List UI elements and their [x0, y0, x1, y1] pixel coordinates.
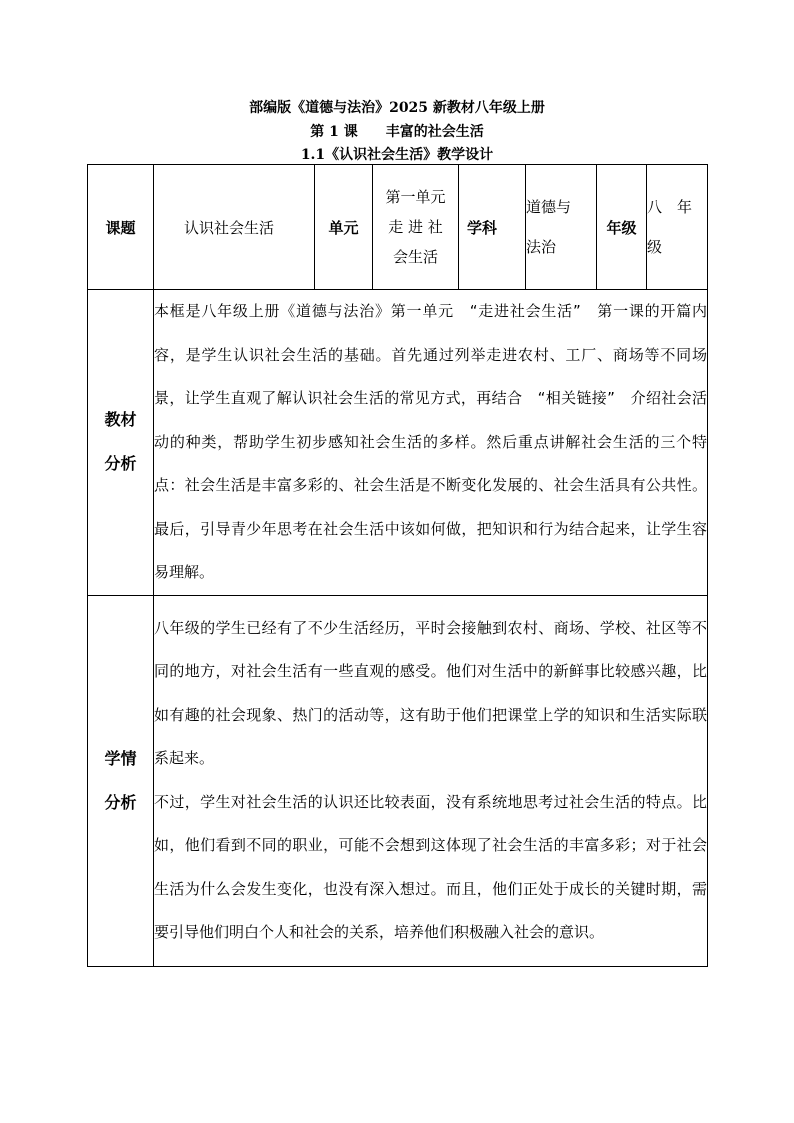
unit-value-line3: 会生活 [392, 248, 438, 266]
unit-label: 单元 [315, 165, 373, 290]
student-analysis-label-line2: 分析 [104, 792, 137, 812]
topic-value: 认识社会生活 [154, 165, 315, 290]
lesson-title [0, 120, 794, 144]
lesson-name: 丰富的社会生活 [385, 124, 484, 140]
material-analysis-label-line2: 分析 [104, 454, 137, 474]
material-analysis-row [88, 290, 708, 596]
student-analysis-label [88, 595, 154, 966]
header-row [88, 165, 708, 290]
subject-label: 学科 [459, 165, 526, 290]
material-analysis-text: 本框是八年级上册《道德与法治》第一单元 “走进社会生活” 第一课的开篇内容，是学生认识社会生活的基础。首先通过列举走进农村、工厂、商场等不同场景，让学生直观了解认识社会生活的常见方式，再结合 “相关链接” 介绍社会活动的种类，帮助学生初步感知社会生活的多样。然后重点讲解社会生活的三个特点：社会生活是丰富多彩的、社会生活是不断变化发展的、社会生活具有公共性。最后，引导青少年思考在社会生活中该如何做，把知识和行为结合起来，让学生容易理解。 [154, 302, 707, 581]
material-analysis-label-line1: 教材 [104, 410, 137, 430]
subject-value-line2: 法治 [526, 238, 557, 256]
unit-value-line1: 第一单元 [385, 188, 446, 206]
unit-value [373, 165, 459, 290]
student-analysis-label-line1: 学情 [104, 748, 137, 768]
grade-value-line1: 八 年 [647, 198, 693, 216]
grade-value-line2: 级 [647, 238, 663, 256]
student-analysis-content [154, 595, 708, 966]
grade-value [647, 165, 708, 290]
document-titles [0, 96, 794, 166]
subject-value [526, 165, 597, 290]
student-analysis-paragraph1: 八年级的学生已经有了不少生活经历，平时会接触到农村、商场、学校、社区等不同的地方，对社会生活有一些直观的感受。他们对生活中的新鲜事比较感兴趣，比如有趣的社会现象、热门的活动等，这有助于他们把课堂上学的知识和生活实际联系起来。 [154, 618, 707, 767]
grade-label: 年级 [597, 165, 647, 290]
student-analysis-paragraph2: 不过，学生对社会生活的认识还比较表面，没有系统地思考过社会生活的特点。比如，他们看到不同的职业，可能不会想到这体现了社会生活的丰富多彩；对于社会生活为什么会发生变化，也没有深入想过。而且，他们正处于成长的关键时期，需要引导他们明白个人和社会的关系，培养他们积极融入社会的意识。 [154, 792, 707, 941]
material-analysis-label [88, 290, 154, 596]
unit-value-line2: 走 进 社 [388, 218, 443, 236]
lesson-number: 第 1 课 [310, 124, 358, 140]
subject-value-line1: 道德与 [526, 198, 572, 216]
section-title: 1.1《认识社会生活》教学设计 [300, 147, 494, 163]
lesson-plan-table [87, 164, 708, 967]
topic-label: 课题 [88, 165, 154, 290]
document-title: 部编版《道德与法治》2025 新教材八年级上册 [249, 100, 545, 116]
material-analysis-content [154, 290, 708, 596]
student-analysis-row [88, 595, 708, 966]
